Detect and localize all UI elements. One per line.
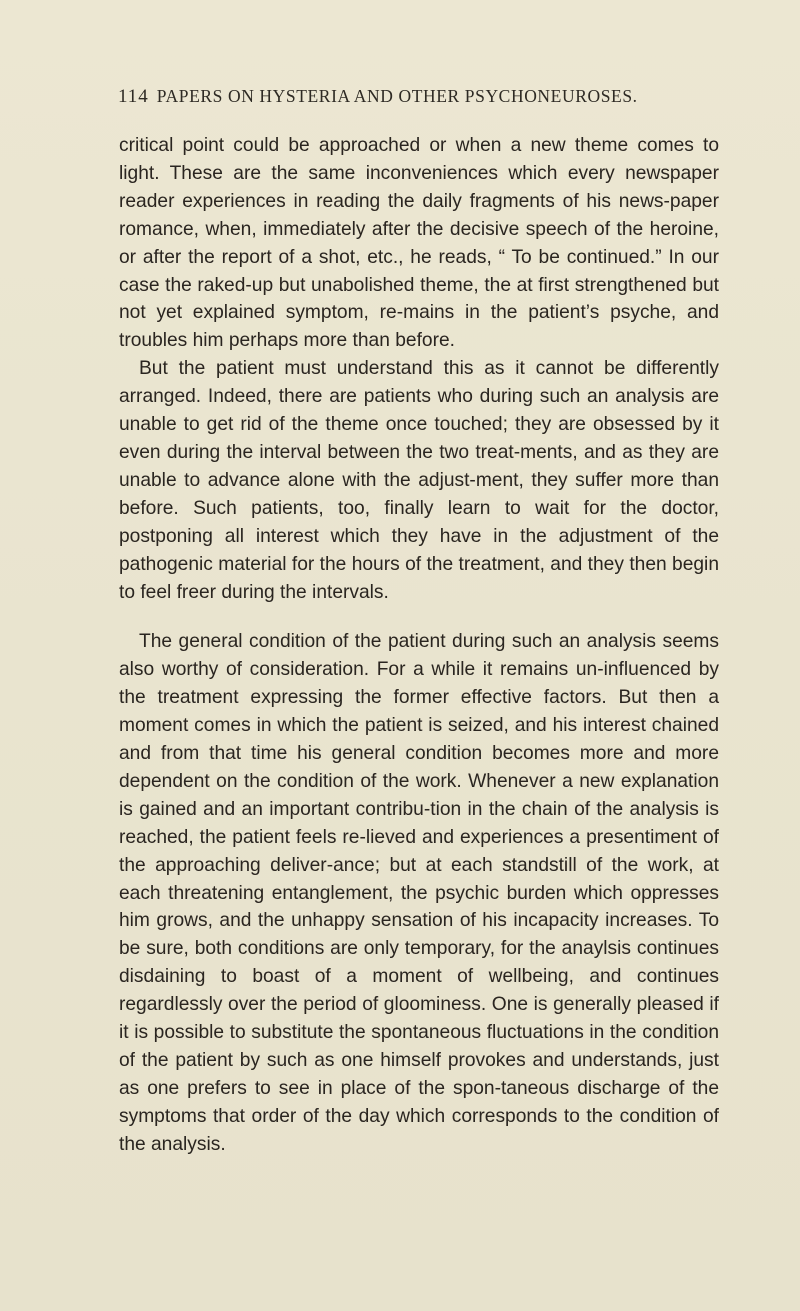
body-text [119,132,719,1159]
running-title: PAPERS ON HYSTERIA AND OTHER PSYCHONEUROSES. [156,86,638,106]
page-number: 114 [118,86,149,107]
paragraph-patient-understanding: But the patient must understand this as it cannot be differently arranged. Indeed, there are patients who during such an analysis are unable to get rid of the theme once touched; they are obsessed by it even during the interval between the two treat-ments, and as they are unable to advance alone with the adjust-ment, they suffer more than before. Such patients, too, finally learn to wait for the doctor, postponing all interest which they have in the adjustment of the pathogenic material for the hours of the treatment, and they then begin to feel freer during the intervals. [119,358,719,603]
paragraph-continued: critical point could be approached or when a new theme comes to light. These are the same inconveniences which every newspaper reader experiences in reading the daily fragments of his news-paper romance, when, immediately after the decisive speech of the heroine, or after the report of a shot, etc., he reads, “ To be continued.” In our case the raked-up but unabolished theme, the at first strengthened but not yet explained symptom, re-mains in the patient’s psyche, and troubles him perhaps more than before. [119,135,719,352]
paragraph-general-condition: The general condition of the patient during such an analysis seems also worthy of consideration. For a while it remains un-influenced by the treatment expressing the former effective factors. But then a moment comes in which the patient is seized, and his interest chained and from that time his general condition becomes more and more dependent on the condition of the work. Whenever a new explanation is gained and an important contribu-tion in the chain of the analysis is reached, the patient feels re-lieved and experiences a presentiment of the approaching deliver-ance; but at each standstill of the work, at each threatening entanglement, the psychic burden which oppresses him grows, and the unhappy sensation of his incapacity increases. To be sure, both conditions are only temporary, for the anaylsis continues disdaining to boast of a moment of wellbeing, and continues regardlessly over the period of gloominess. One is generally pleased if it is possible to substitute the spontaneous fluctuations in the condition of the patient by such as one himself provokes and understands, just as one prefers to see in place of the spon-taneous discharge of the symptoms that order of the day which corresponds to the condition of the analysis. [119,631,719,1155]
running-head [118,86,718,108]
